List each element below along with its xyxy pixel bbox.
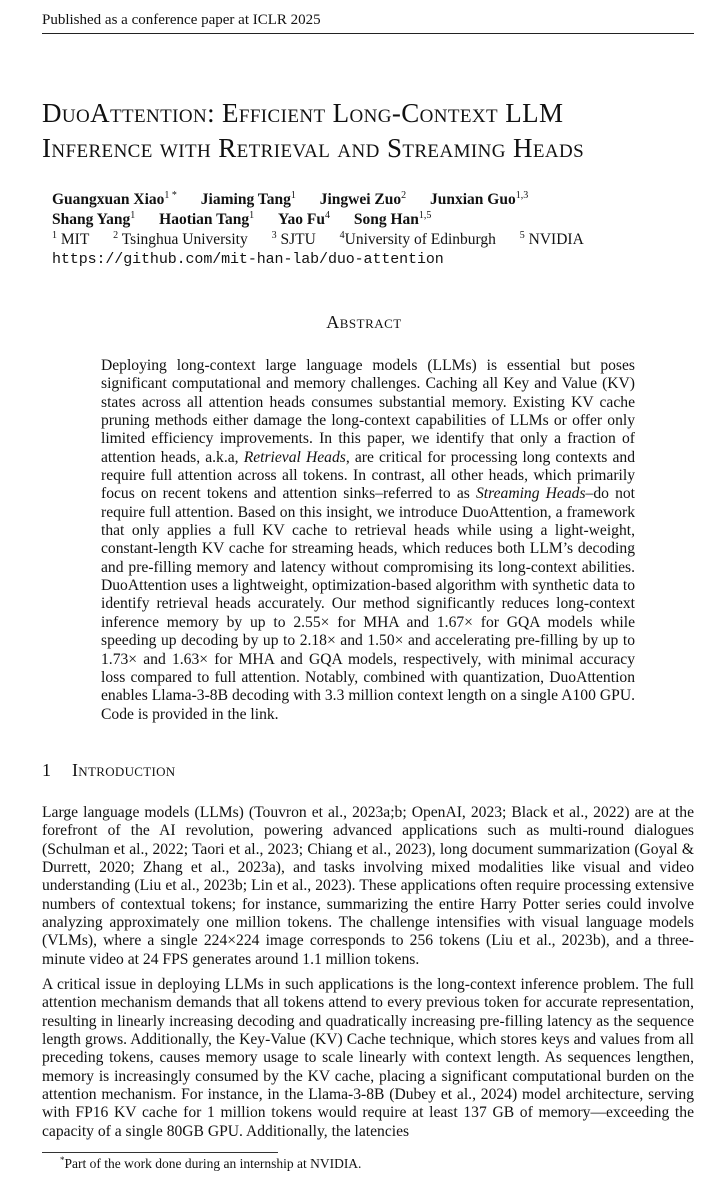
author-row-2 [52,210,692,230]
affiliations [52,230,692,250]
running-header: Published as a conference paper at ICLR 2025 [42,10,694,34]
author-sup: 4 [325,210,330,221]
abstract-heading: Abstract [326,312,402,332]
section-number: 1 [42,760,52,780]
affil-name: NVIDIA [528,231,584,248]
author-sup: 1 [130,210,136,221]
abstract-emphasis: Retrieval Heads [243,448,346,466]
author-name: Jingwei Zuo [319,191,402,208]
author-row-1 [52,190,692,210]
intro-paragraph-2: A critical issue in deploying LLMs in such applications is the long-context inference problem. The full attention mechanism demands that all tokens attend to every previous token for accurate representation, resulting in linearly increasing decoding and quadratically increasing pre-filling latency as the sequence length grows. Additionally, the Key-Value (KV) Cache technique, which stores keys and values from all preceding tokens, causes memory usage to scale linearly with context length. As sequences lengthen, memory is increasingly consumed by the KV cache, placing a significant computational burden on the attention mechanism. For instance, in the Llama-3-8B (Dubey et al., 2024) model architecture, serving with FP16 KV cache for 1 million tokens would require at least 137 GB of memory—exceeding the capacity of a single 80GB GPU. Additionally, the latencies [42,976,694,1140]
author-sup: 1,3 [515,190,529,201]
section-title: Introduction [72,760,176,780]
intro-paragraph-1: Large language models (LLMs) (Touvron et al., 2023a;b; OpenAI, 2023; Black et al., 2022) are at the forefront of the AI revolution, powering advanced applications such as multi-round dialogues (Schulman et al., 2022; Taori et al., 2023; Chiang et al., 2023), long document summarization (Goyal & Durrett, 2020; Zhang et al., 2023a), and tasks involving mixed modalities like visual and video understanding (Liu et al., 2023b; Lin et al., 2023). These applications often require processing extensive numbers of contextual tokens; for instance, summarizing the entire Harry Potter series could involve analyzing approximately one million tokens. The challenge intensifies with visual language models (VLMs), where a single 224×224 image corresponds to 256 tokens (Liu et al., 2023b), and a three-minute video at 24 FPS generates around 1.1 million tokens. [42,804,694,968]
footnote-mark: * [60,1155,65,1165]
abstract-text [101,357,635,724]
affil-sup: 2 [113,230,119,241]
title-line2: Inference with Retrieval and Streaming Heads [42,133,585,163]
author-name: Yao Fu [278,211,325,228]
author-name: Shang Yang [52,211,131,228]
affil-name: MIT [60,231,90,248]
abstract-segment: –do not require full attention. Based on this insight, we introduce DuoAttention, a framework that only applies a full KV cache to retrieval heads while using a light-weight, constant-length KV cache for streaming heads, which reduces both LLM’s decoding and pre-filling memory and latency without compromising its long-context abilities. DuoAttention uses a lightweight, optimization-based algorithm with synthetic data to identify retrieval heads accurately. Our method significantly reduces long-context inference memory by up to 2.55× for MHA and 1.67× for GQA models while speeding up decoding by up to 2.18× and 1.50× and accelerating pre-filling by up to 1.73× and 1.63× for MHA and GQA models, respectively, with minimal accuracy loss compared to full attention. Notably, combined with quantization, DuoAttention enables Llama-3-8B decoding with 3.3 million context length on a single A100 GPU. Code is provided in the link. [101,485,635,723]
author-sup: 2 [401,190,407,201]
affil-sup: 4 [339,230,345,241]
title-prefix: DuoAttention: [42,98,216,128]
affil-name: Tsinghua University [121,231,248,248]
author-name: Jiaming Tang [200,191,291,208]
affil-name: SJTU [280,231,316,248]
affil-sup: 5 [519,230,525,241]
abstract-emphasis: Streaming Heads [475,485,586,503]
abstract-segment: Deploying long-context large language models (LLMs) is essential but poses significant computational and memory challenges. Caching all Key and Value (KV) states across all attention heads consumes substantial memory. Existing KV cache pruning methods either damage the long-context capabilities of LLMs or offer only limited efficiency improvements. In this paper, we identify that only a fraction of attention heads, a.k.a, [101,357,635,466]
author-block [52,190,692,270]
author-name: Guangxuan Xiao [52,191,165,208]
author-name: Junxian Guo [429,191,516,208]
affil-sup: 1 [52,230,57,241]
repo-link[interactable]: https://github.com/mit-han-lab/duo-attention [52,251,444,268]
footnote-divider [42,1152,278,1153]
author-sup: 1 * [164,190,177,201]
affil-name: University of Edinburgh [344,231,496,248]
author-sup: 1 [249,210,255,221]
author-sup: 1,5 [418,210,432,221]
abstract-segment: , are critical for processing long contexts and require full attention across all tokens. In contrast, all other heads, which primarily focus on recent tokens and attention sinks–referred to as [101,448,635,503]
title-line1: Efficient Long-Context LLM [221,98,564,128]
author-sup: 1 [290,190,296,201]
footnote-text: Part of the work done during an internship at NVIDIA. [64,1156,362,1171]
footnote [60,1155,361,1173]
affil-sup: 3 [271,230,277,241]
author-name: Haotian Tang [159,211,250,228]
author-name: Song Han [353,211,419,228]
section-heading [42,760,175,781]
paper-title [42,96,702,166]
